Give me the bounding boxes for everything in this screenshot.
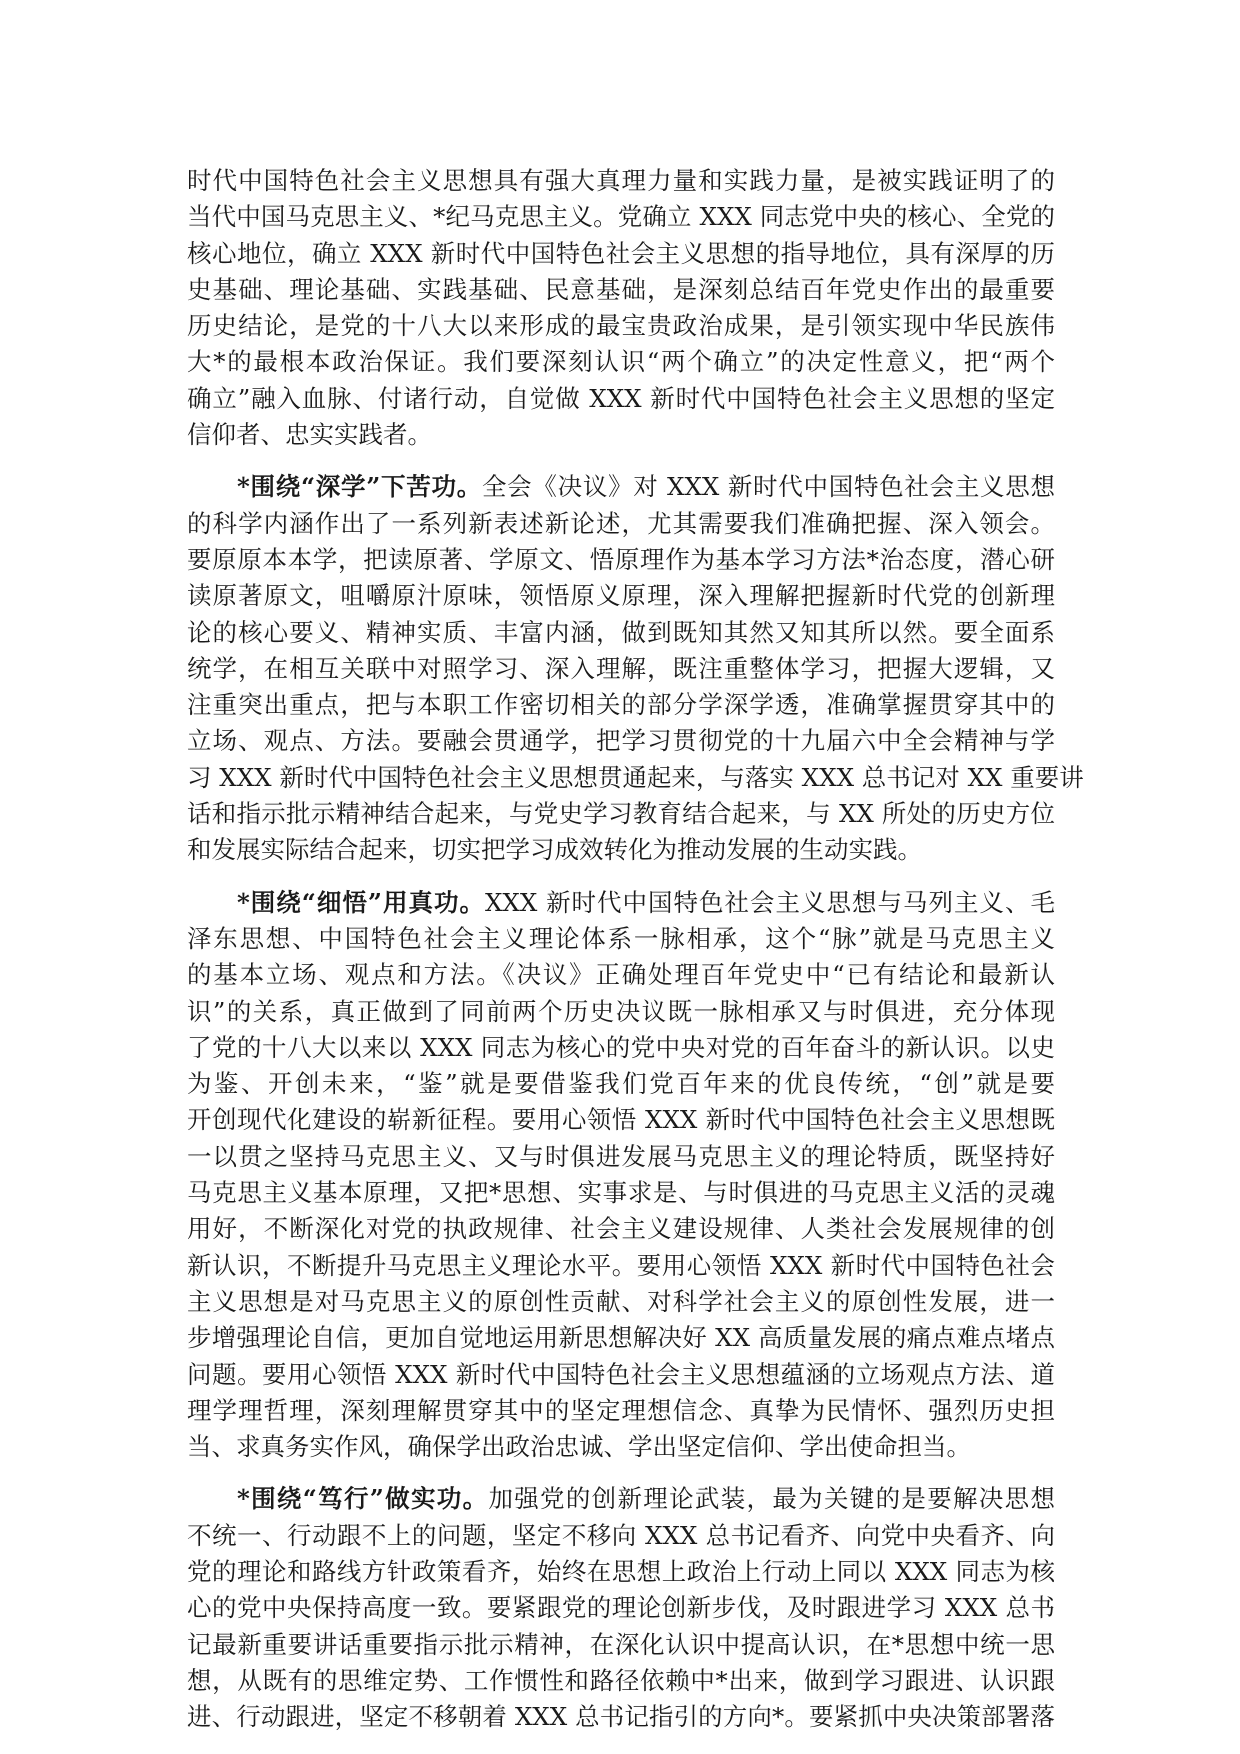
- text-line: 习 XXX 新时代中国特色社会主义思想贯通起来，与落实 XXX 总书记对 XX 重要讲: [187, 762, 1084, 792]
- text-line: 确立”融入血脉、付诸行动，自觉做 XXX 新时代中国特色社会主义思想的坚定: [187, 383, 1055, 413]
- text-line: 时代中国特色社会主义思想具有强大真理力量和实践力量，是被实践证明了的: [187, 166, 1055, 195]
- document-body: [187, 163, 1084, 1751]
- text-line: 当、求真务实作风，确保学出政治忠诚、学出坚定信仰、学出使命担当。: [187, 1432, 971, 1462]
- text-line: 信仰者、忠实实践者。: [187, 420, 432, 450]
- text-line: 识”的关系，真正做到了同前两个历史决议既一脉相承又与时俱进，充分体现: [187, 996, 1055, 1026]
- text-line: 一以贯之坚持马克思主义、又与时俱进发展马克思主义的理论特质，既坚持好: [187, 1141, 1055, 1171]
- text-line: 进、行动跟进，坚定不移朝着 XXX 总书记指引的方向*。要紧抓中央决策部署落: [187, 1702, 1055, 1732]
- text-line: 开创现代化建设的崭新征程。要用心领悟 XXX 新时代中国特色社会主义思想既: [187, 1105, 1055, 1135]
- paragraph-earnest-practice: [187, 1481, 1055, 1735]
- text-line: 话和指示批示精神结合起来，与党史学习教育结合起来，与 XX 所处的历史方位: [187, 799, 1055, 829]
- text-line: 记最新重要讲话重要指示批示精神，在深化认识中提高认识，在*思想中统一思: [187, 1629, 1055, 1659]
- text-line: 统学，在相互关联中对照学习、深入理解，既注重整体学习，把握大逻辑，又: [187, 653, 1055, 683]
- text-line: 党的理论和路线方针政策看齐，始终在思想上政治上行动上同以 XXX 同志为核: [187, 1556, 1055, 1586]
- text-line: 大*的最根本政治保证。我们要深刻认识“两个确立”的决定性意义，把“两个: [187, 347, 1055, 377]
- text-line: 泽东思想、中国特色社会主义理论体系一脉相承，这个“脉”就是马克思主义: [187, 923, 1055, 953]
- section-heading: *围绕“深学”下苦功。: [237, 472, 482, 502]
- paragraph-careful-understanding: [187, 885, 1055, 1466]
- text-line: 心的党中央保持高度一致。要紧跟党的理论创新步伐，及时跟进学习 XXX 总书: [187, 1593, 1055, 1623]
- text-line: 和发展实际结合起来，切实把学习成效转化为推动发展的生动实践。: [187, 835, 922, 865]
- text-line: 读原著原文，咀嚼原汁原味，领悟原义原理，深入理解把握新时代党的创新理: [187, 581, 1055, 611]
- text-run: XXX 新时代中国特色社会主义思想与马列主义、毛: [484, 887, 1055, 917]
- text-line: [187, 885, 1055, 921]
- text-line: 当代中国马克思主义、*纪马克思主义。党确立 XXX 同志党中央的核心、全党的: [187, 202, 1055, 232]
- text-run: 全会《决议》对 XXX 新时代中国特色社会主义思想: [481, 472, 1055, 502]
- text-line: 为鉴、开创未来，“鉴”就是要借鉴我们党百年来的优良传统，“创”就是要: [187, 1069, 1055, 1099]
- text-line: 核心地位，确立 XXX 新时代中国特色社会主义思想的指导地位，具有深厚的历: [187, 238, 1055, 268]
- text-line: 马克思主义基本原理，又把*思想、实事求是、与时俱进的马克思主义活的灵魂: [187, 1178, 1055, 1208]
- text-line: 主义思想是对马克思主义的原创性贡献、对科学社会主义的原创性发展，进一: [187, 1286, 1055, 1316]
- text-line: 问题。要用心领悟 XXX 新时代中国特色社会主义思想蕴涵的立场观点方法、道: [187, 1359, 1055, 1389]
- text-line: 史基础、理论基础、实践基础、民意基础，是深刻总结百年党史作出的最重要: [187, 274, 1055, 304]
- text-line: 理学理哲理，深刻理解贯穿其中的坚定理想信念、真挚为民情怀、强烈历史担: [187, 1395, 1055, 1425]
- text-line: 步增强理论自信，更加自觉地运用新思想解决好 XX 高质量发展的痛点难点堵点: [187, 1323, 1055, 1353]
- text-line: 论的核心要义、精神实质、丰富内涵，做到既知其然又知其所以然。要全面系: [187, 617, 1055, 647]
- text-line: 要原原本本学，把读原著、学原文、悟原理作为基本学习方法*治态度，潜心研: [187, 544, 1055, 574]
- paragraph-intro: [187, 163, 1055, 453]
- text-line: [187, 1481, 1055, 1517]
- text-line: 了党的十八大以来以 XXX 同志为核心的党中央对党的百年奋斗的新认识。以史: [187, 1032, 1055, 1062]
- paragraph-deep-study: [187, 469, 1084, 868]
- text-line: 新认识，不断提升马克思主义理论水平。要用心领悟 XXX 新时代中国特色社会: [187, 1250, 1055, 1280]
- text-line: 注重突出重点，把与本职工作密切相关的部分学深学透，准确掌握贯穿其中的: [187, 690, 1055, 720]
- text-line: [187, 469, 1055, 505]
- text-line: 不统一、行动跟不上的问题，坚定不移向 XXX 总书记看齐、向党中央看齐、向: [187, 1520, 1055, 1550]
- text-line: 想，从既有的思维定势、工作惯性和路径依赖中*出来，做到学习跟进、认识跟: [187, 1665, 1055, 1695]
- text-line: 用好，不断深化对党的执政规律、社会主义建设规律、人类社会发展规律的创: [187, 1214, 1055, 1244]
- section-heading: *围绕“笃行”做实功。: [237, 1484, 489, 1514]
- text-line: 的基本立场、观点和方法。《决议》正确处理百年党史中“已有结论和最新认: [187, 960, 1055, 990]
- text-run: 加强党的创新理论武装，最为关键的是要解决思想: [488, 1484, 1055, 1514]
- text-line: 立场、观点、方法。要融会贯通学，把学习贯彻党的十九届六中全会精神与学: [187, 726, 1055, 756]
- text-line: 的科学内涵作出了一系列新表述新论述，尤其需要我们准确把握、深入领会。: [187, 508, 1055, 538]
- section-heading: *围绕“细悟”用真功。: [237, 887, 485, 917]
- text-line: 历史结论，是党的十八大以来形成的最宝贵政治成果，是引领实现中华民族伟: [187, 311, 1055, 341]
